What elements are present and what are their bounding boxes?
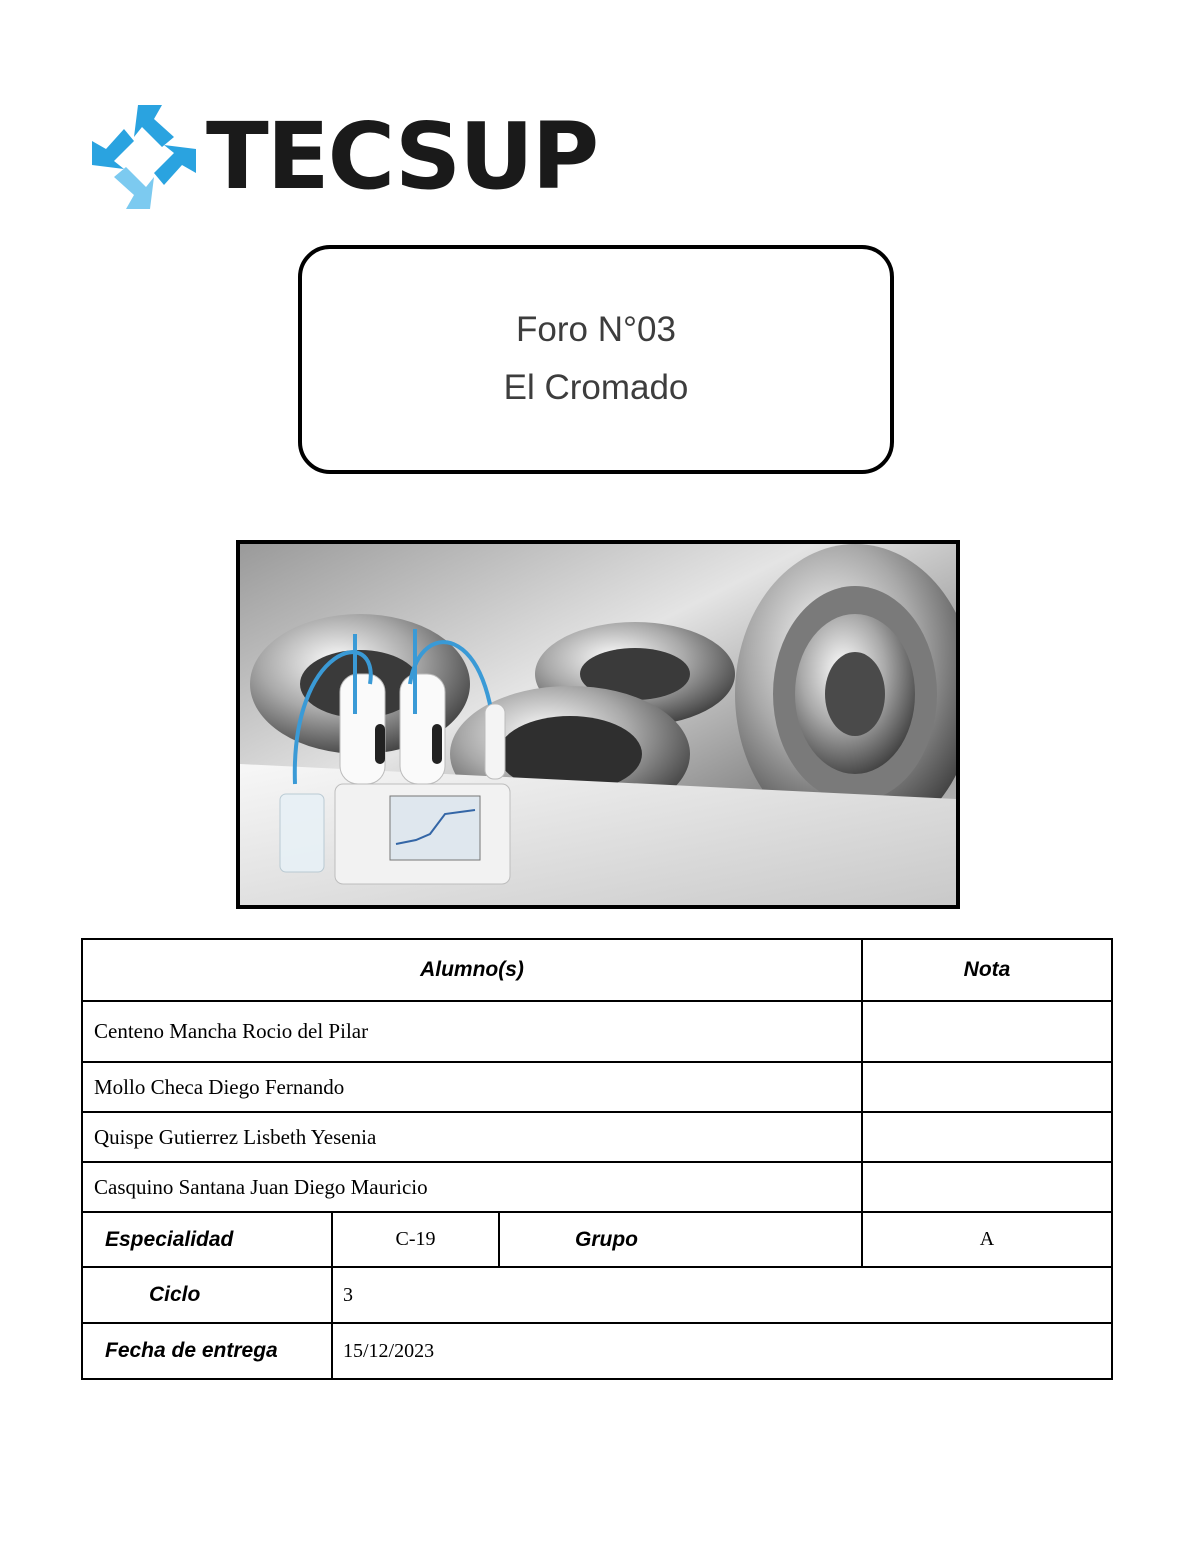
tecsup-logo <box>86 100 598 214</box>
document-subtitle: El Cromado <box>503 368 689 407</box>
fecha-label: Fecha de entrega <box>82 1323 332 1379</box>
student-name: Mollo Checa Diego Fernando <box>82 1062 862 1112</box>
student-grade <box>862 1001 1112 1062</box>
table-header-row <box>82 939 1112 1001</box>
title-box <box>298 245 894 474</box>
student-name: Centeno Mancha Rocio del Pilar <box>82 1001 862 1062</box>
student-info-table <box>81 938 1113 1380</box>
students-header: Alumno(s) <box>82 939 862 1001</box>
student-name: Casquino Santana Juan Diego Mauricio <box>82 1162 862 1212</box>
cover-photo <box>236 540 960 909</box>
table-row <box>82 1162 1112 1212</box>
table-row <box>82 1112 1112 1162</box>
table-row <box>82 1062 1112 1112</box>
ciclo-label: Ciclo <box>82 1267 332 1323</box>
fecha-row <box>82 1323 1112 1379</box>
student-name: Quispe Gutierrez Lisbeth Yesenia <box>82 1112 862 1162</box>
grupo-value: A <box>862 1212 1112 1267</box>
bearings-photo-icon <box>240 544 956 905</box>
grade-header: Nota <box>862 939 1112 1001</box>
fecha-value: 15/12/2023 <box>332 1323 1112 1379</box>
table-row <box>82 1001 1112 1062</box>
especialidad-value: C-19 <box>332 1212 499 1267</box>
tecsup-emblem-icon <box>86 100 202 214</box>
logo-wordmark: TECSUP <box>206 103 598 210</box>
student-grade <box>862 1112 1112 1162</box>
document-title: Foro N°03 <box>516 310 676 349</box>
student-grade <box>862 1162 1112 1212</box>
ciclo-value: 3 <box>332 1267 1112 1323</box>
grupo-label: Grupo <box>499 1212 862 1267</box>
especialidad-row <box>82 1212 1112 1267</box>
ciclo-row <box>82 1267 1112 1323</box>
student-grade <box>862 1062 1112 1112</box>
especialidad-label: Especialidad <box>82 1212 332 1267</box>
